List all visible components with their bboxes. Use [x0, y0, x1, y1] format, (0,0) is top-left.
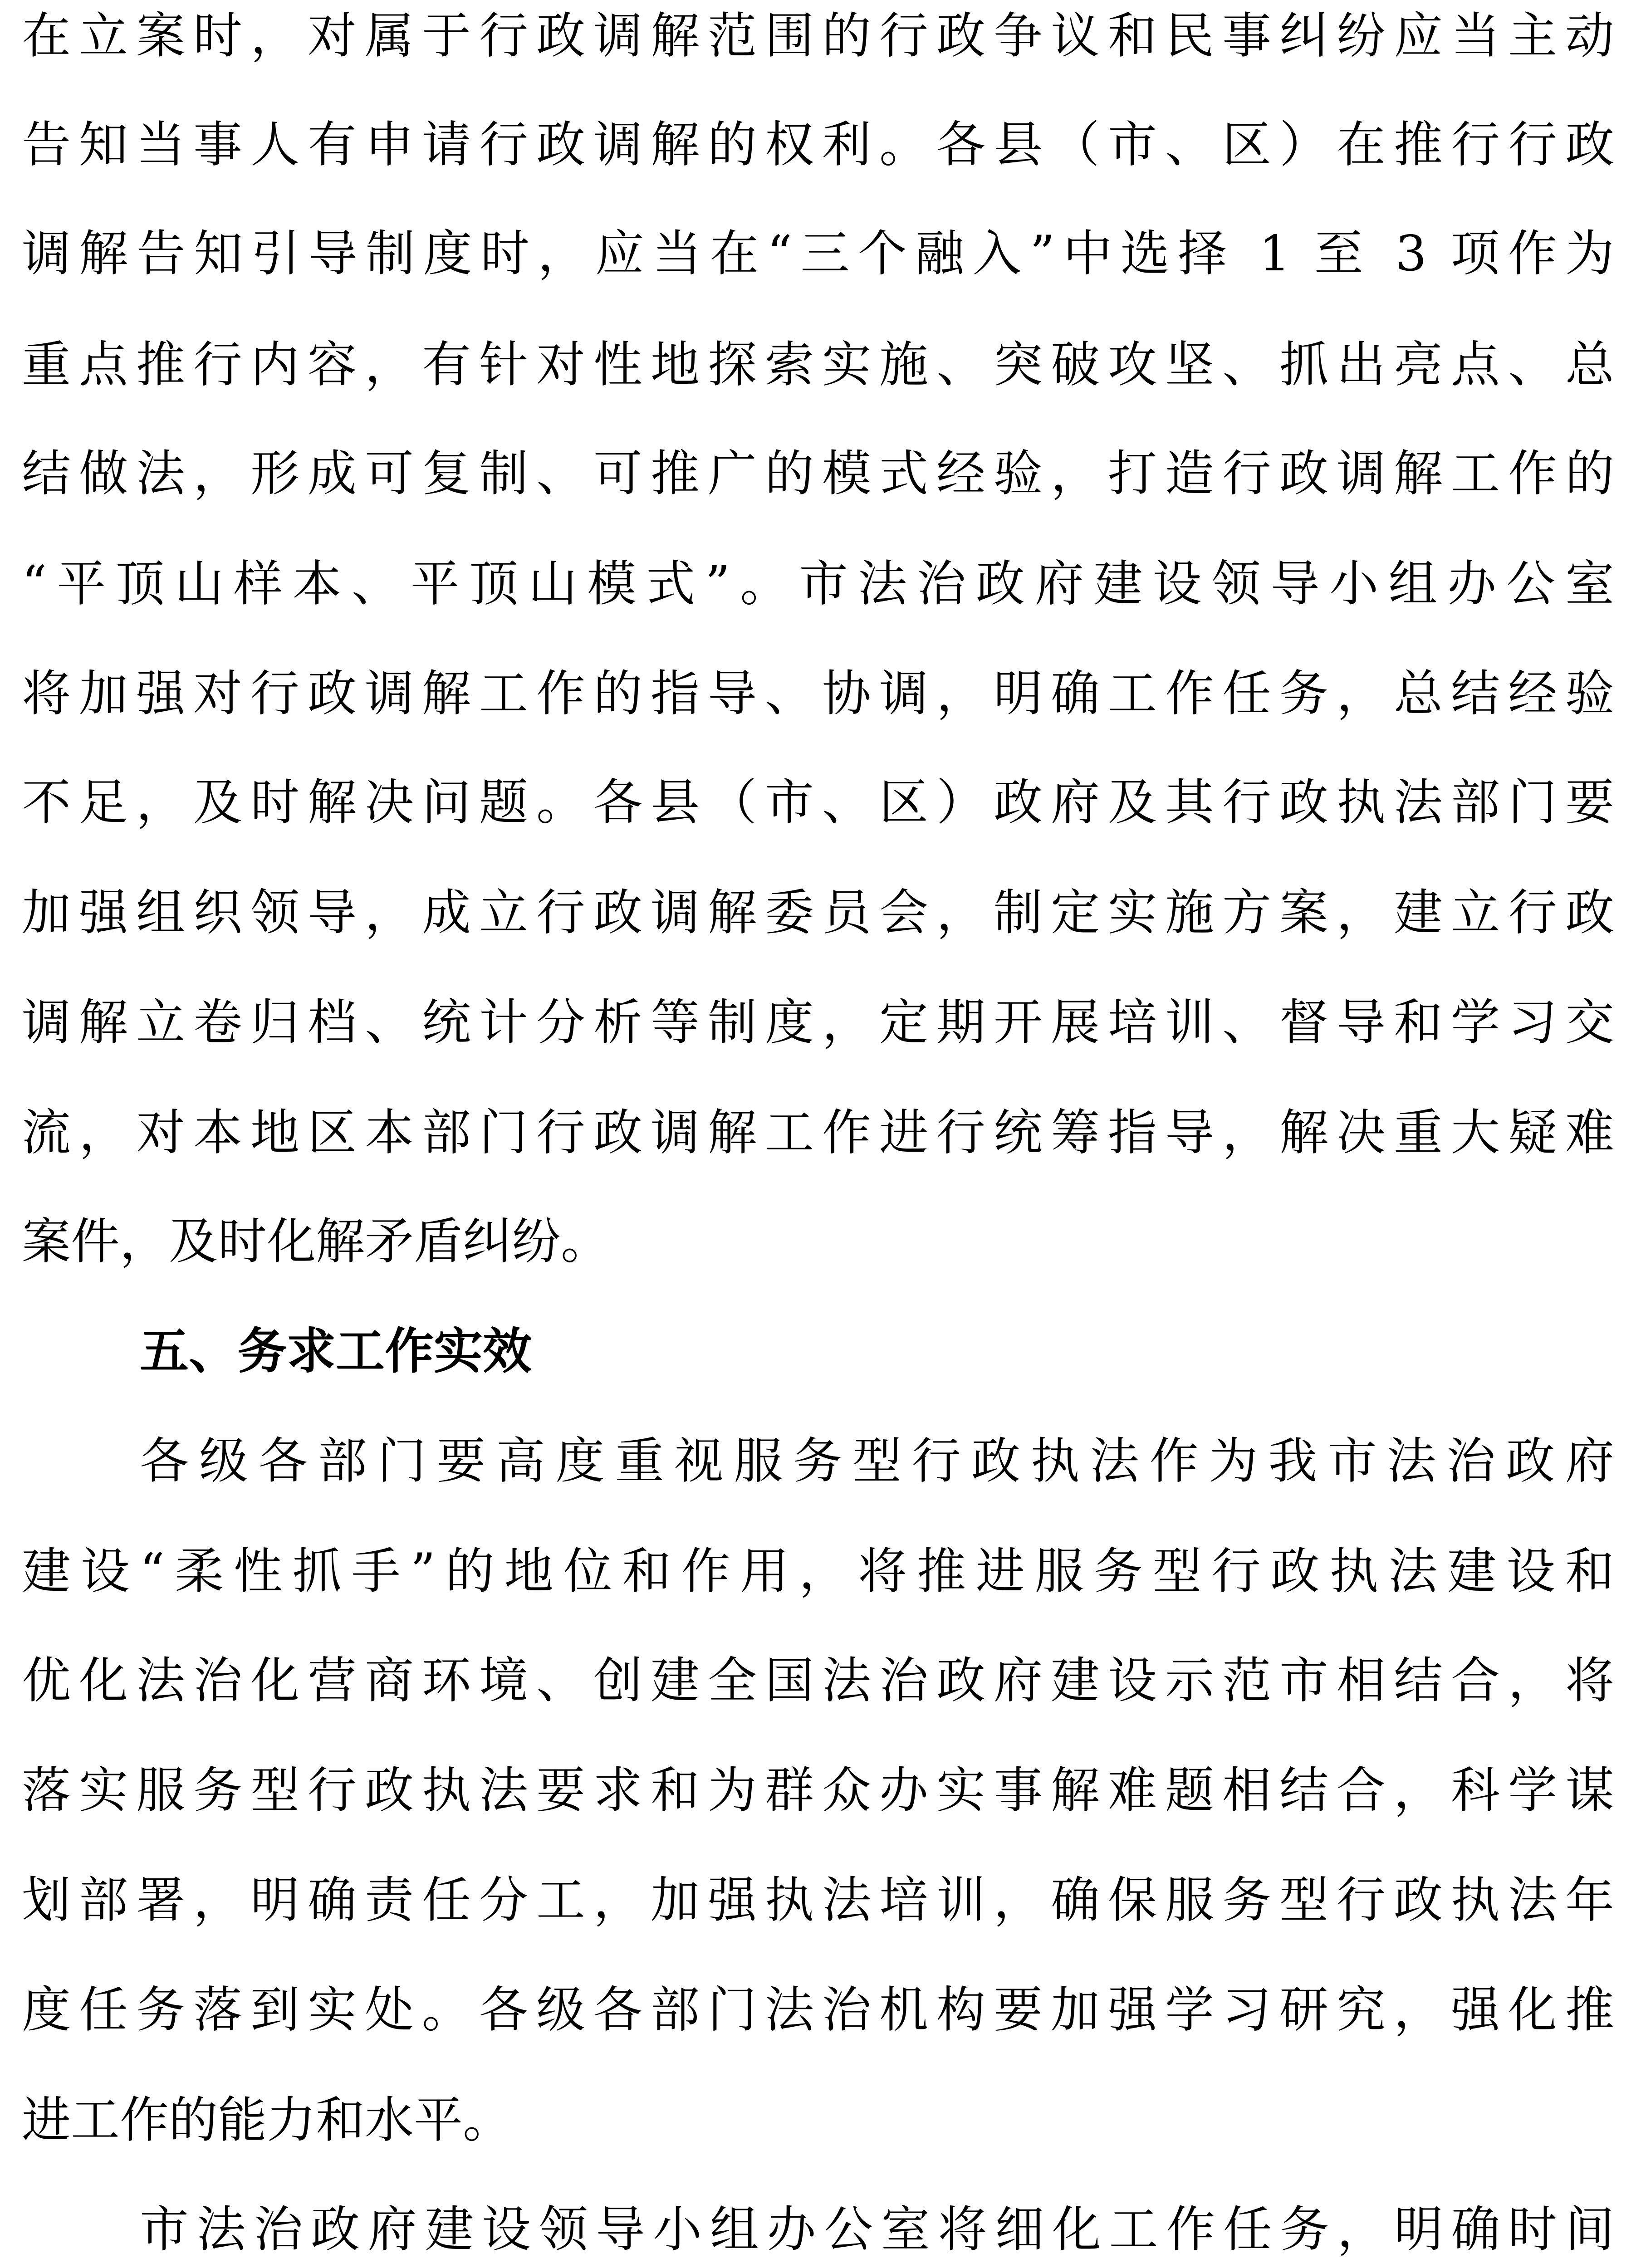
paragraph-first-line: 各级各部门要高度重视服务型行政执法作为我市法治政府 [140, 1433, 1614, 1490]
body-text-line: 调解立卷归档、统计分析等制度，定期开展培训、督导和学习交 [22, 994, 1614, 1051]
paragraph-first-line: 市法治政府建设领导小组办公室将细化工作任务，明确时间 [140, 2201, 1614, 2258]
body-text-line: 不足，及时解决问题。各县（市、区）政府及其行政执法部门要 [22, 774, 1614, 831]
body-text-line: 在立案时，对属于行政调解范围的行政争议和民事纠纷应当主动 [22, 8, 1614, 64]
section-heading: 五、务求工作实效 [140, 1323, 532, 1380]
body-text-line: 建设“柔性抓手”的地位和作用，将推进服务型行政执法建设和 [22, 1543, 1614, 1600]
body-text-line: 调解告知引导制度时，应当在“三个融入”中选择 1 至 3 项作为 [22, 225, 1614, 282]
paragraph-end-line: 进工作的能力和水平。 [22, 2092, 512, 2149]
body-text-line: 重点推行内容，有针对性地探索实施、突破攻坚、抓出亮点、总 [22, 337, 1614, 393]
body-text-line: 优化法治化营商环境、创建全国法治政府建设示范市相结合，将 [22, 1652, 1614, 1709]
body-text-line: “平顶山样本、平顶山模式”。市法治政府建设领导小组办公室 [22, 556, 1614, 612]
body-text-line: 将加强对行政调解工作的指导、协调，明确工作任务，总结经验 [22, 665, 1614, 722]
body-text-line: 落实服务型行政执法要求和为群众办实事解难题相结合，科学谋 [22, 1762, 1614, 1819]
paragraph-end-line: 案件，及时化解矛盾纠纷。 [22, 1213, 610, 1270]
body-text-line: 告知当事人有申请行政调解的权利。各县（市、区）在推行行政 [22, 117, 1614, 173]
body-text-line: 结做法，形成可复制、可推广的模式经验，打造行政调解工作的 [22, 445, 1614, 502]
body-text-line: 度任务落到实处。各级各部门法治机构要加强学习研究，强化推 [22, 1982, 1614, 2038]
body-text-line: 流，对本地区本部门行政调解工作进行统筹指导，解决重大疑难 [22, 1105, 1614, 1161]
body-text-line: 划部署，明确责任分工，加强执法培训，确保服务型行政执法年 [22, 1872, 1614, 1929]
body-text-line: 加强组织领导，成立行政调解委员会，制定实施方案，建立行政 [22, 885, 1614, 941]
